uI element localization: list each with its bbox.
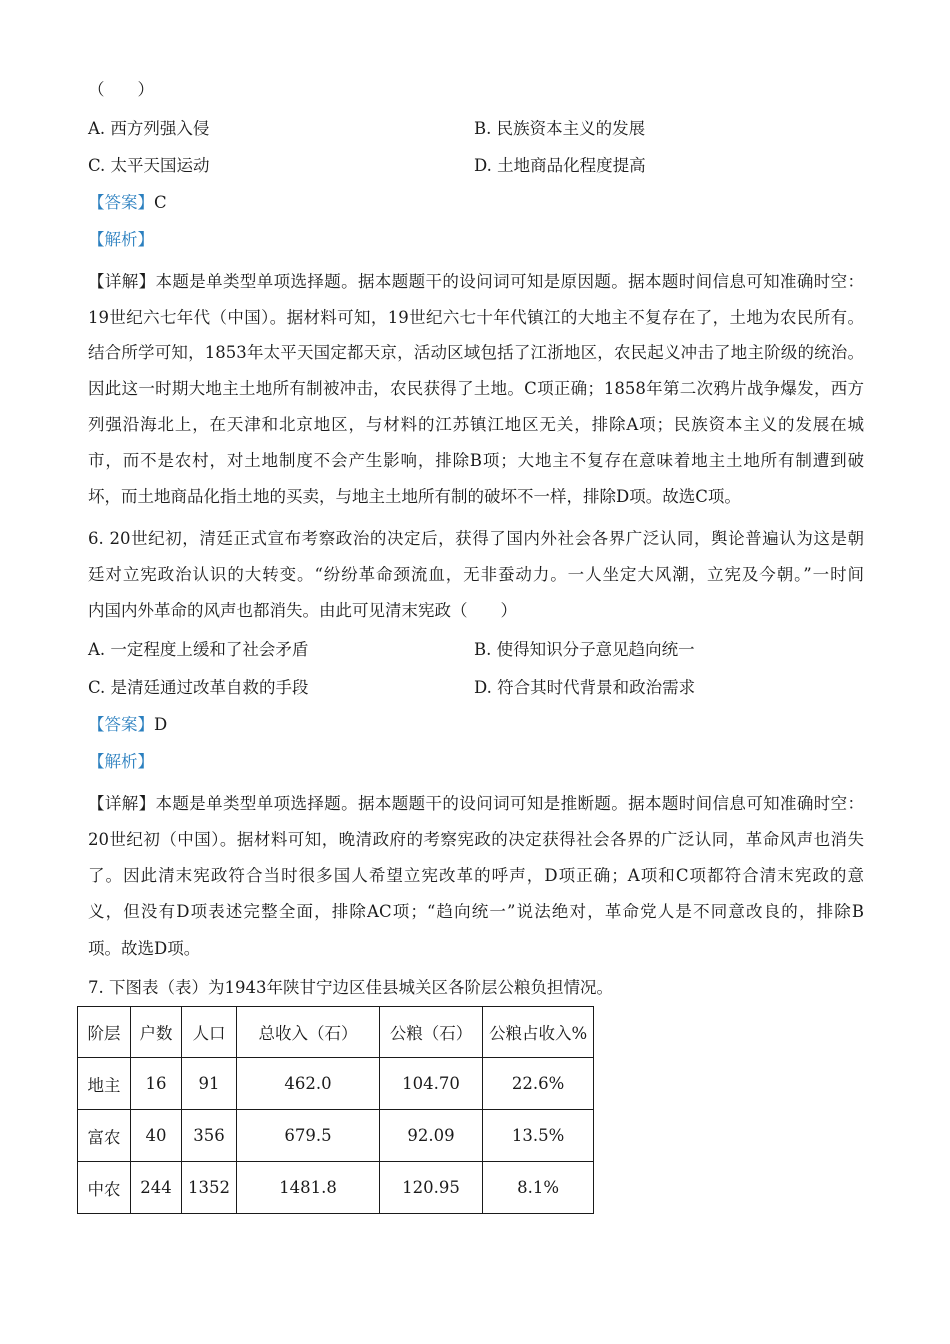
table-cell: 104.70 [380, 1058, 483, 1110]
q6-stem-line: 廷对立宪政治认识的大转变。“纷纷革命颈流血，无非蚕动力。一人坐定大风潮，立宪及今朝。”一时间 [88, 565, 864, 584]
table-cell: 16 [131, 1058, 182, 1110]
q6-option-d: D. 符合其时代背景和政治需求 [474, 678, 696, 697]
header-cell: 户数 [131, 1007, 182, 1058]
table-cell: 679.5 [237, 1110, 380, 1162]
q6-detail-line: 义，但没有D项表述完整全面，排除AC项；“趋向统一”说法绝对，革命党人是不同意改良的，排除B [88, 902, 864, 921]
q6-detail-line: 了。因此清末宪政符合当时很多国人希望立宪改革的呼声，D项正确；A项和C项都符合清末宪政的意 [88, 866, 864, 885]
q5-detail-line: 市，而不是农村，对土地制度不会产生影响，排除B项；大地主不复存在意味着地主土地所有制遭到破 [88, 451, 864, 470]
table-cell: 地主 [78, 1058, 131, 1110]
answer-value: D [154, 715, 168, 734]
table-cell: 91 [182, 1058, 237, 1110]
q5-detail-line: 因此这一时期大地主土地所有制被冲击，农民获得了土地。C项正确；1858年第二次鸦片战争爆发，西方 [88, 379, 864, 398]
q5-option-c: C. 太平天国运动 [88, 156, 210, 175]
table-cell: 462.0 [237, 1058, 380, 1110]
q5-stem-tail: （ ） [88, 80, 154, 99]
header-cell: 阶层 [78, 1007, 131, 1058]
table-cell: 244 [131, 1162, 182, 1214]
table-cell: 92.09 [380, 1110, 483, 1162]
q6-detail-line: 20世纪初（中国）。据材料可知，晚清政府的考察宪政的决定获得社会各界的广泛认同，革命风声也消失 [88, 830, 864, 849]
table-cell: 120.95 [380, 1162, 483, 1214]
q5-detail-line: 结合所学可知，1853年太平天国定都天京，活动区域包括了江浙地区，农民起义冲击了地主阶级的统治。 [88, 343, 864, 362]
header-cell: 总收入（石） [237, 1007, 380, 1058]
header-cell: 公粮占收入% [483, 1007, 594, 1058]
table-cell: 1481.8 [237, 1162, 380, 1214]
header-cell: 公粮（石） [380, 1007, 483, 1058]
q6-stem-line: 6. 20世纪初，清廷正式宣布考察政治的决定后，获得了国内外社会各界广泛认同，舆论普遍认为这是朝 [88, 529, 864, 548]
table-cell: 中农 [78, 1162, 131, 1214]
q5-option-b: B. 民族资本主义的发展 [474, 119, 646, 138]
q5-option-d: D. 土地商品化程度提高 [474, 156, 646, 175]
q5-detail-line: 【详解】本题是单类型单项选择题。据本题题干的设问词可知是原因题。据本题时间信息可知准确时空： [88, 272, 864, 291]
table-cell: 13.5% [483, 1110, 594, 1162]
q6-option-b: B. 使得知识分子意见趋向统一 [474, 640, 695, 659]
q6-detail-line: 【详解】本题是单类型单项选择题。据本题题干的设问词可知是推断题。据本题时间信息可知准确时空： [88, 794, 864, 813]
q5-detail-line: 坏，而土地商品化指土地的买卖，与地主土地所有制的破坏不一样，排除D项。故选C项。 [88, 487, 741, 506]
table-cell: 富农 [78, 1110, 131, 1162]
q6-stem-line: 内国内外革命的风声也都消失。由此可见清末宪政（ ） [88, 601, 517, 620]
grain-burden-table [77, 1006, 594, 1214]
q6-detail-line: 项。故选D项。 [88, 939, 201, 958]
table-header-row [78, 1007, 594, 1058]
q5-option-a: A. 西方列强入侵 [88, 119, 210, 138]
table-cell: 356 [182, 1110, 237, 1162]
q5-analysis-label: 【解析】 [88, 230, 154, 249]
answer-label: 【答案】 [88, 715, 154, 734]
answer-label: 【答案】 [88, 193, 154, 212]
table-row [78, 1058, 594, 1110]
q5-answer [88, 192, 167, 214]
q6-answer [88, 714, 167, 736]
table-row [78, 1110, 594, 1162]
table-cell: 22.6% [483, 1058, 594, 1110]
q5-detail-line: 19世纪六七年代（中国）。据材料可知，19世纪六七十年代镇江的大地主不复存在了，土地为农民所有。 [88, 308, 864, 327]
q6-option-a: A. 一定程度上缓和了社会矛盾 [88, 640, 309, 659]
q6-analysis-label: 【解析】 [88, 752, 154, 771]
table-cell: 1352 [182, 1162, 237, 1214]
header-cell: 人口 [182, 1007, 237, 1058]
answer-value: C [154, 193, 167, 212]
q7-stem: 7. 下图表（表）为1943年陕甘宁边区佳县城关区各阶层公粮负担情况。 [88, 978, 613, 997]
q6-option-c: C. 是清廷通过改革自救的手段 [88, 678, 309, 697]
table-row [78, 1162, 594, 1214]
q5-detail-line: 列强沿海北上，在天津和北京地区，与材料的江苏镇江地区无关，排除A项；民族资本主义的发展在城 [88, 415, 864, 434]
table-cell: 8.1% [483, 1162, 594, 1214]
table-cell: 40 [131, 1110, 182, 1162]
